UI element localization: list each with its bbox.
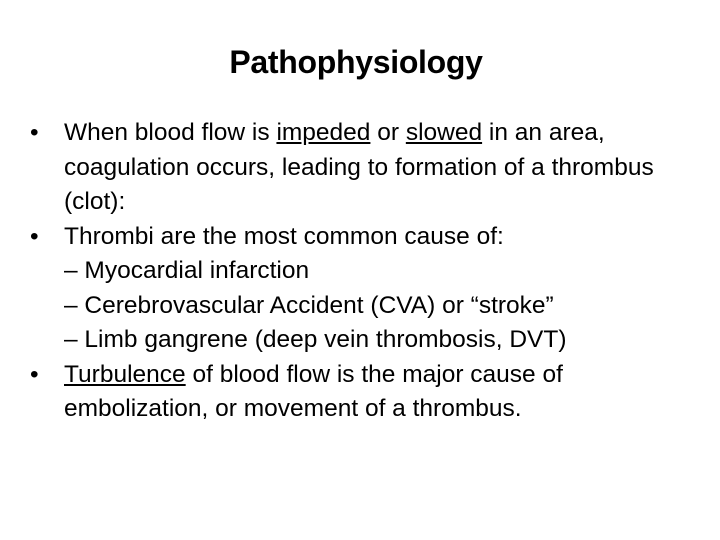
bullet-icon: •: [30, 360, 39, 388]
item-text: in an area, coagulation occurs, leading to formation of a thrombus (clot):: [64, 119, 654, 215]
item-text: Thrombi are the most common cause of:: [64, 222, 504, 250]
bullet-icon: •: [30, 222, 39, 250]
sub-item-text: – Myocardial infarction: [64, 257, 310, 284]
underlined-term-turbulence: Turbulence: [64, 360, 186, 388]
sub-item-myocardial-infarction: [30, 254, 710, 289]
sub-item-cva: [30, 289, 710, 324]
underlined-term-impeded: impeded: [276, 119, 371, 146]
item-text: of blood flow is the major cause of embolization, or movement of a thrombus.: [64, 360, 563, 422]
sub-item-text: – Cerebrovascular Accident (CVA) or “stroke”: [64, 291, 554, 319]
sub-item-text: – Limb gangrene (deep vein thrombosis, DVT): [64, 326, 567, 353]
bullet-item-2: [30, 220, 710, 255]
slide-body: [30, 116, 710, 427]
underlined-term-slowed: slowed: [405, 119, 483, 146]
item-text: When blood flow is: [64, 119, 277, 146]
sub-item-limb-gangrene: [30, 323, 710, 358]
item-text: or: [370, 119, 406, 146]
bullet-item-3: [30, 358, 710, 427]
bullet-icon: •: [30, 119, 39, 146]
slide-title: Pathophysiology: [229, 44, 483, 80]
bullet-item-1: [30, 116, 710, 220]
